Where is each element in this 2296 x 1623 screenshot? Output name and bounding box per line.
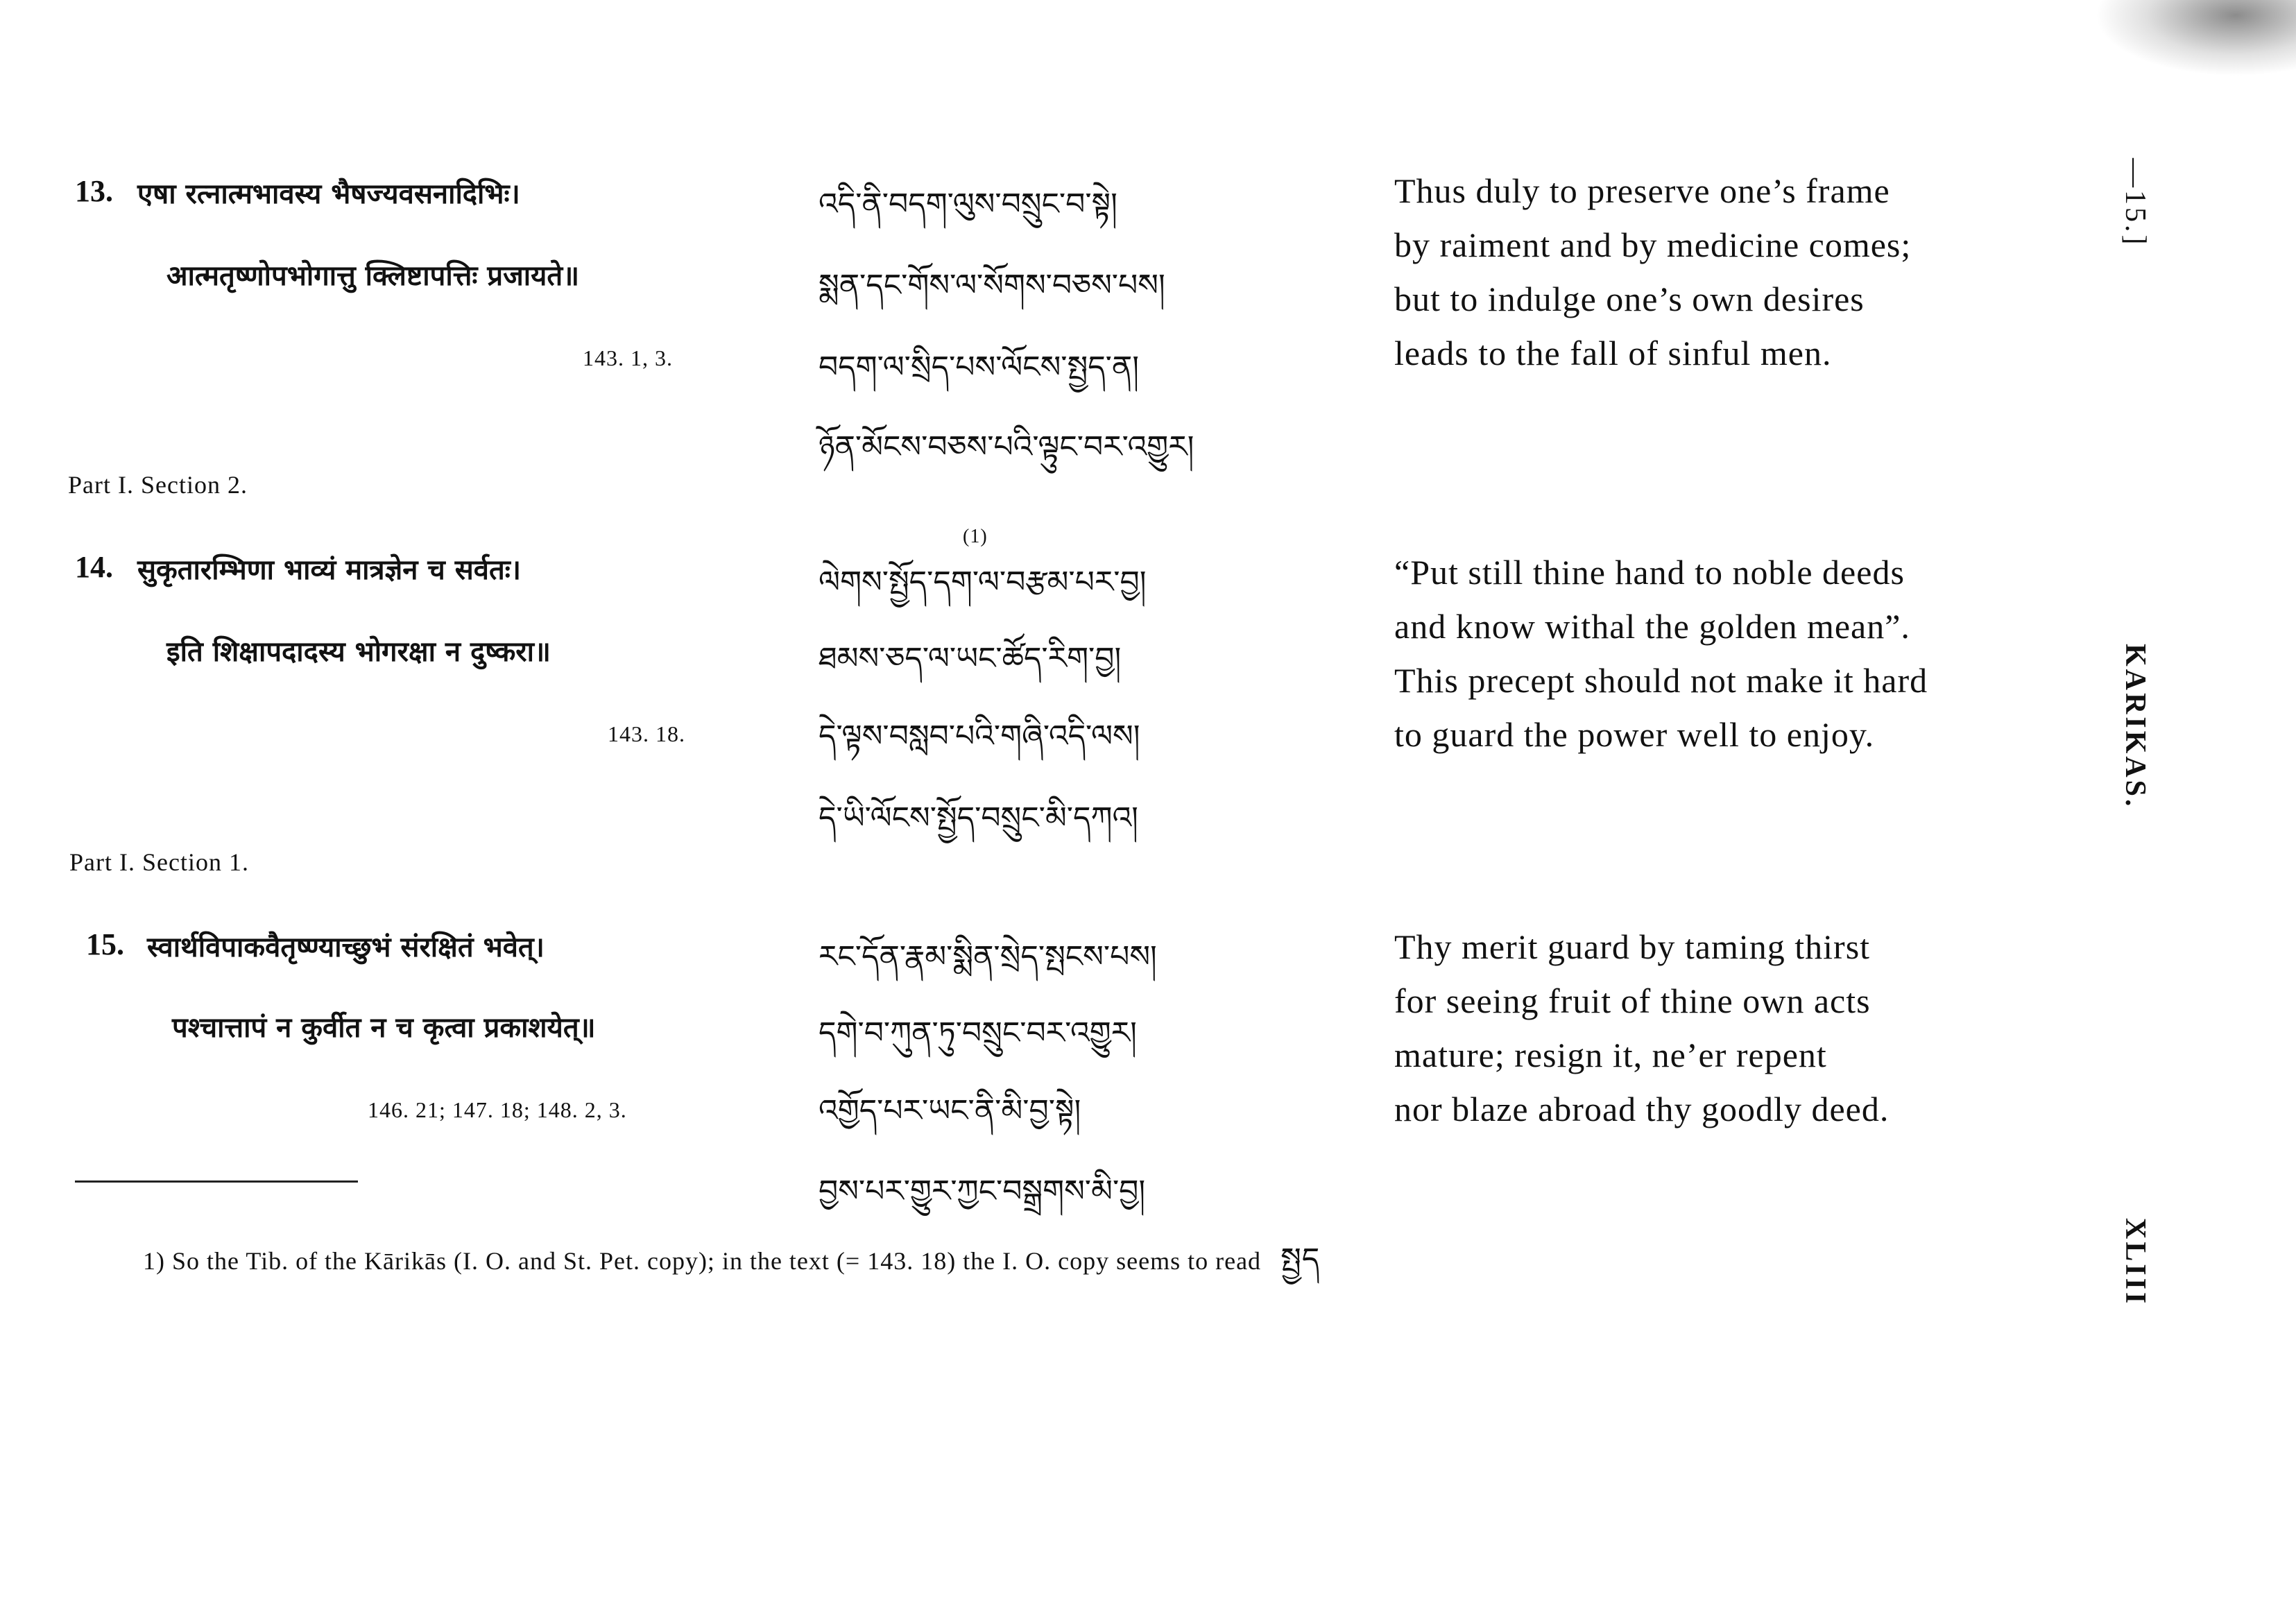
page-reference: 143. 1, 3. [583, 345, 673, 370]
tibetan-line: བྱས་པར་གྱུར་ཀྱང་བསྒྲགས་མི་བྱ། [819, 1174, 1146, 1209]
sanskrit-line: एषा रत्नात्मभावस्य भैषज्यवसनादिभिः। [137, 178, 520, 210]
page-number: —15.] [2119, 158, 2151, 248]
scan-noise [2095, 0, 2296, 76]
english-line: This precept should not make it hard [1394, 661, 1928, 700]
footnote [143, 1225, 1320, 1311]
english-line: Thy merit guard by taming thirst [1394, 927, 1871, 966]
english-line: to guard the power well to enjoy. [1394, 715, 1875, 754]
english-line: “Put still thine hand to noble deeds [1394, 553, 1905, 592]
english-line: nor blaze abroad thy goodly deed. [1394, 1090, 1890, 1128]
english-line: by raiment and by medicine comes; [1394, 225, 1912, 264]
english-line: mature; resign it, ne’er repent [1394, 1036, 1827, 1074]
tibetan-line: དེ་ལྟས་བསླབ་པའི་གཞི་འདི་ལས། [819, 719, 1140, 754]
footnote-text: 1) So the Tib. of the Kārikās (I. O. and St. Pet. copy); in the text (= 143. 18) the I. O. copy seems to read [143, 1247, 1262, 1275]
verse-number: 15. [86, 927, 124, 961]
english-line: Thus duly to preserve one’s frame [1394, 171, 1890, 210]
tibetan-line: བདག་ལ་སྲིད་པས་ལོངས་སྤྱད་ན། [819, 350, 1140, 385]
tibetan-line: ཐམས་ཅད་ལ་ཡང་ཚོད་རིག་བྱ། [819, 641, 1122, 676]
tibetan-line: དགེ་བ་ཀུན་ཏུ་བསྲུང་བར་འགྱུར། [819, 1015, 1137, 1051]
tibetan-line: འདི་ནི་བདག་ལུས་བསྲུང་བ་སྟེ། [819, 187, 1117, 222]
footnote-marker: (1) [963, 526, 988, 547]
verse-number: 13. [75, 174, 113, 208]
section-heading: Part I. Section 2. [68, 471, 248, 499]
english-line: but to indulge one’s own desires [1394, 280, 1865, 318]
roman-page-number: XLIII [2119, 1218, 2151, 1307]
section-heading: Part I. Section 1. [69, 848, 249, 876]
english-line: leads to the fall of sinful men. [1394, 334, 1832, 372]
sanskrit-line: आत्मतृष्णोपभोगात्तु क्लिष्टापत्तिः प्रजायते॥ [166, 260, 580, 292]
tibetan-line: ཉོན་མོངས་བཅས་པའི་ལྟུང་བར་འགྱུར། [819, 429, 1194, 465]
tibetan-line: འགྱོད་པར་ཡང་ནི་མི་བྱ་སྟེ། [819, 1093, 1081, 1128]
footnote-rule [75, 1180, 358, 1183]
footnote-tibetan: སྤྱད [1280, 1242, 1321, 1277]
running-head: KARIKAS. [2119, 644, 2151, 809]
tibetan-line: རང་དོན་རྣམ་སྨིན་སྲེད་སྤངས་པས། [819, 939, 1157, 974]
sanskrit-line: पश्चात्तापं न कुर्वीत न च कृत्वा प्रकाशयेत्॥ [172, 1012, 596, 1044]
tibetan-line: སྨན་དང་གོས་ལ་སོགས་བཅས་པས། [819, 268, 1165, 303]
page-reference: 143. 18. [608, 721, 685, 746]
tibetan-line: དེ་ཡི་ལོངས་སྤྱོད་བསྲུང་མི་དཀའ། [819, 800, 1138, 836]
sanskrit-line: सुकृतारम्भिणा भाव्यं मात्रज्ञेन च सर्वतः। [137, 554, 522, 586]
english-line: for seeing fruit of thine own acts [1394, 981, 1871, 1020]
page-reference: 146. 21; 147. 18; 148. 2, 3. [368, 1097, 627, 1122]
sanskrit-line: स्वार्थविपाकवैतृष्ण्याच्छुभं संरक्षितं भवेत्। [147, 931, 545, 963]
english-line: and know withal the golden mean”. [1394, 607, 1910, 646]
sanskrit-line: इति शिक्षापदादस्य भोगरक्षा न दुष्करा॥ [166, 636, 551, 668]
tibetan-line: ལེགས་སྤྱོད་དག་ལ་བརྩམ་པར་བྱ། [819, 565, 1147, 600]
verse-number: 14. [75, 550, 113, 584]
